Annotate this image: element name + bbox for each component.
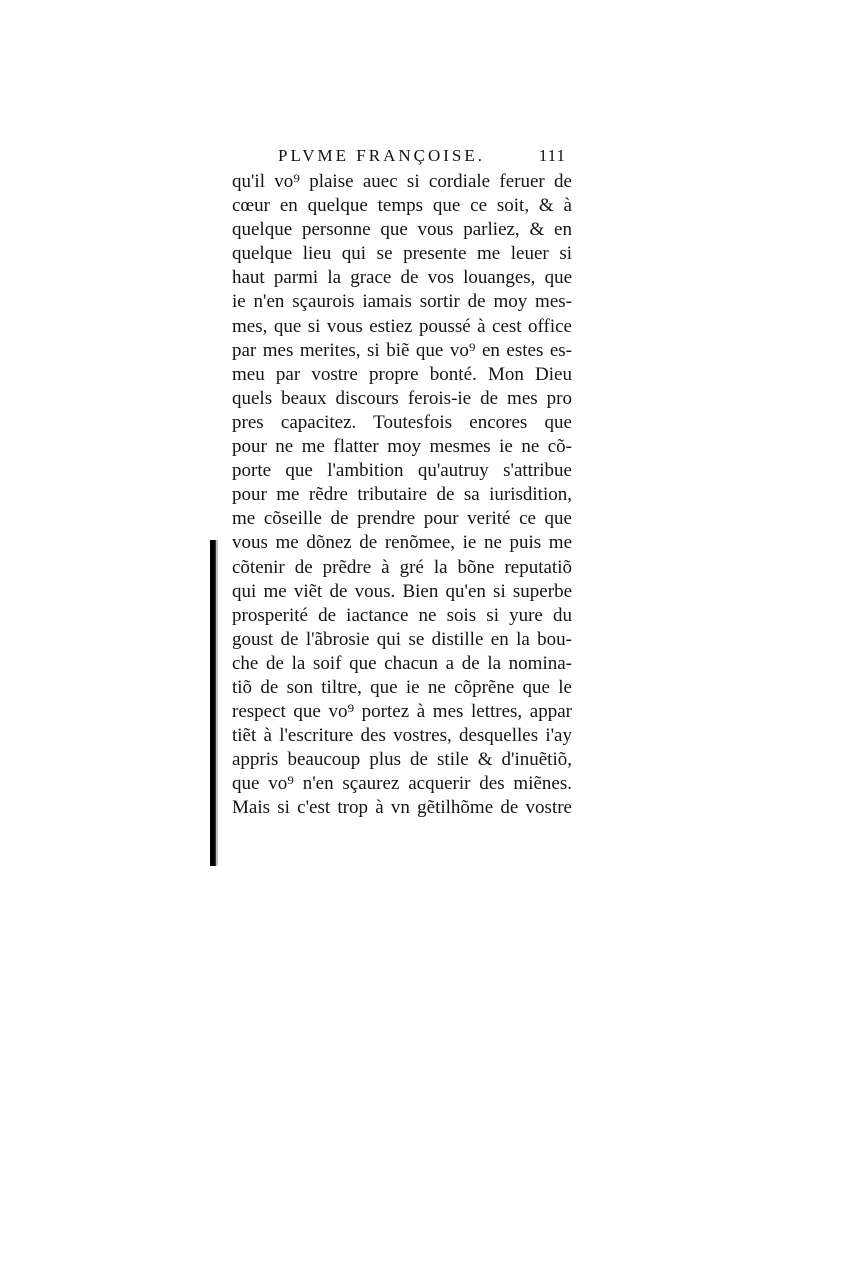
text-line: ie n'en sçaurois iamais sortir de moy mes- [232,291,572,313]
text-line: pour me rẽdre tributaire de sa iurisdition, [232,484,572,506]
text-line: che de la soif que chacun a de la nomina- [232,652,572,674]
text-line: mes, que si vous estiez poussé à cest office [232,315,572,337]
text-line: cœur en quelque temps que ce soit, & à [232,195,572,217]
text-line: pres capacitez. Toutesfois encores que [232,411,572,433]
text-line: respect que vo⁹ portez à mes lettres, appar [232,701,572,723]
text-line: me cõseille de prendre pour verité ce que [232,508,572,530]
running-head [232,146,572,170]
text-line: goust de l'ãbrosie qui se distille en la bou- [232,628,572,650]
text-line: qui me viẽt de vous. Bien qu'en si superbe [232,580,572,602]
gutter-shadow-edge [216,540,218,866]
text-line: appris beaucoup plus de stile & d'inuẽtiõ, [232,749,572,771]
text-line: prosperité de iactance ne sois si yure du [232,604,572,626]
text-line: tiẽt à l'escriture des vostres, desquelles i'ay [232,725,572,747]
text-line: cõtenir de prẽdre à gré la bõne reputatiõ [232,556,572,578]
text-line: par mes merites, si biẽ que vo⁹ en estes es- [232,339,572,361]
text-line: pour ne me flatter moy mesmes ie ne cõ- [232,436,572,458]
body-text [232,170,574,821]
text-line: haut parmi la grace de vos louanges, que [232,267,572,289]
text-line: meu par vostre propre bonté. Mon Dieu [232,363,572,385]
text-line: tiõ de son tiltre, que ie ne cõprẽne que le [232,676,572,698]
text-line: quels beaux discours ferois-ie de mes pro [232,387,572,409]
text-line: qu'il vo⁹ plaise auec si cordiale feruer de [232,171,572,192]
text-line: que vo⁹ n'en sçaurez acquerir des miẽnes. [232,773,572,795]
page-number: 111 [538,146,566,165]
running-title: PLVME FRANÇOISE. [278,146,486,165]
text-line: quelque lieu qui se presente me leuer si [232,243,572,265]
text-line: Mais si c'est trop à vn gẽtilhõme de vostre [232,797,572,819]
text-line: porte que l'ambition qu'autruy s'attribue [232,460,572,482]
text-line: quelque personne que vous parliez, & en [232,219,572,241]
text-line: vous me dõnez de renõmee, ie ne puis me [232,532,572,554]
